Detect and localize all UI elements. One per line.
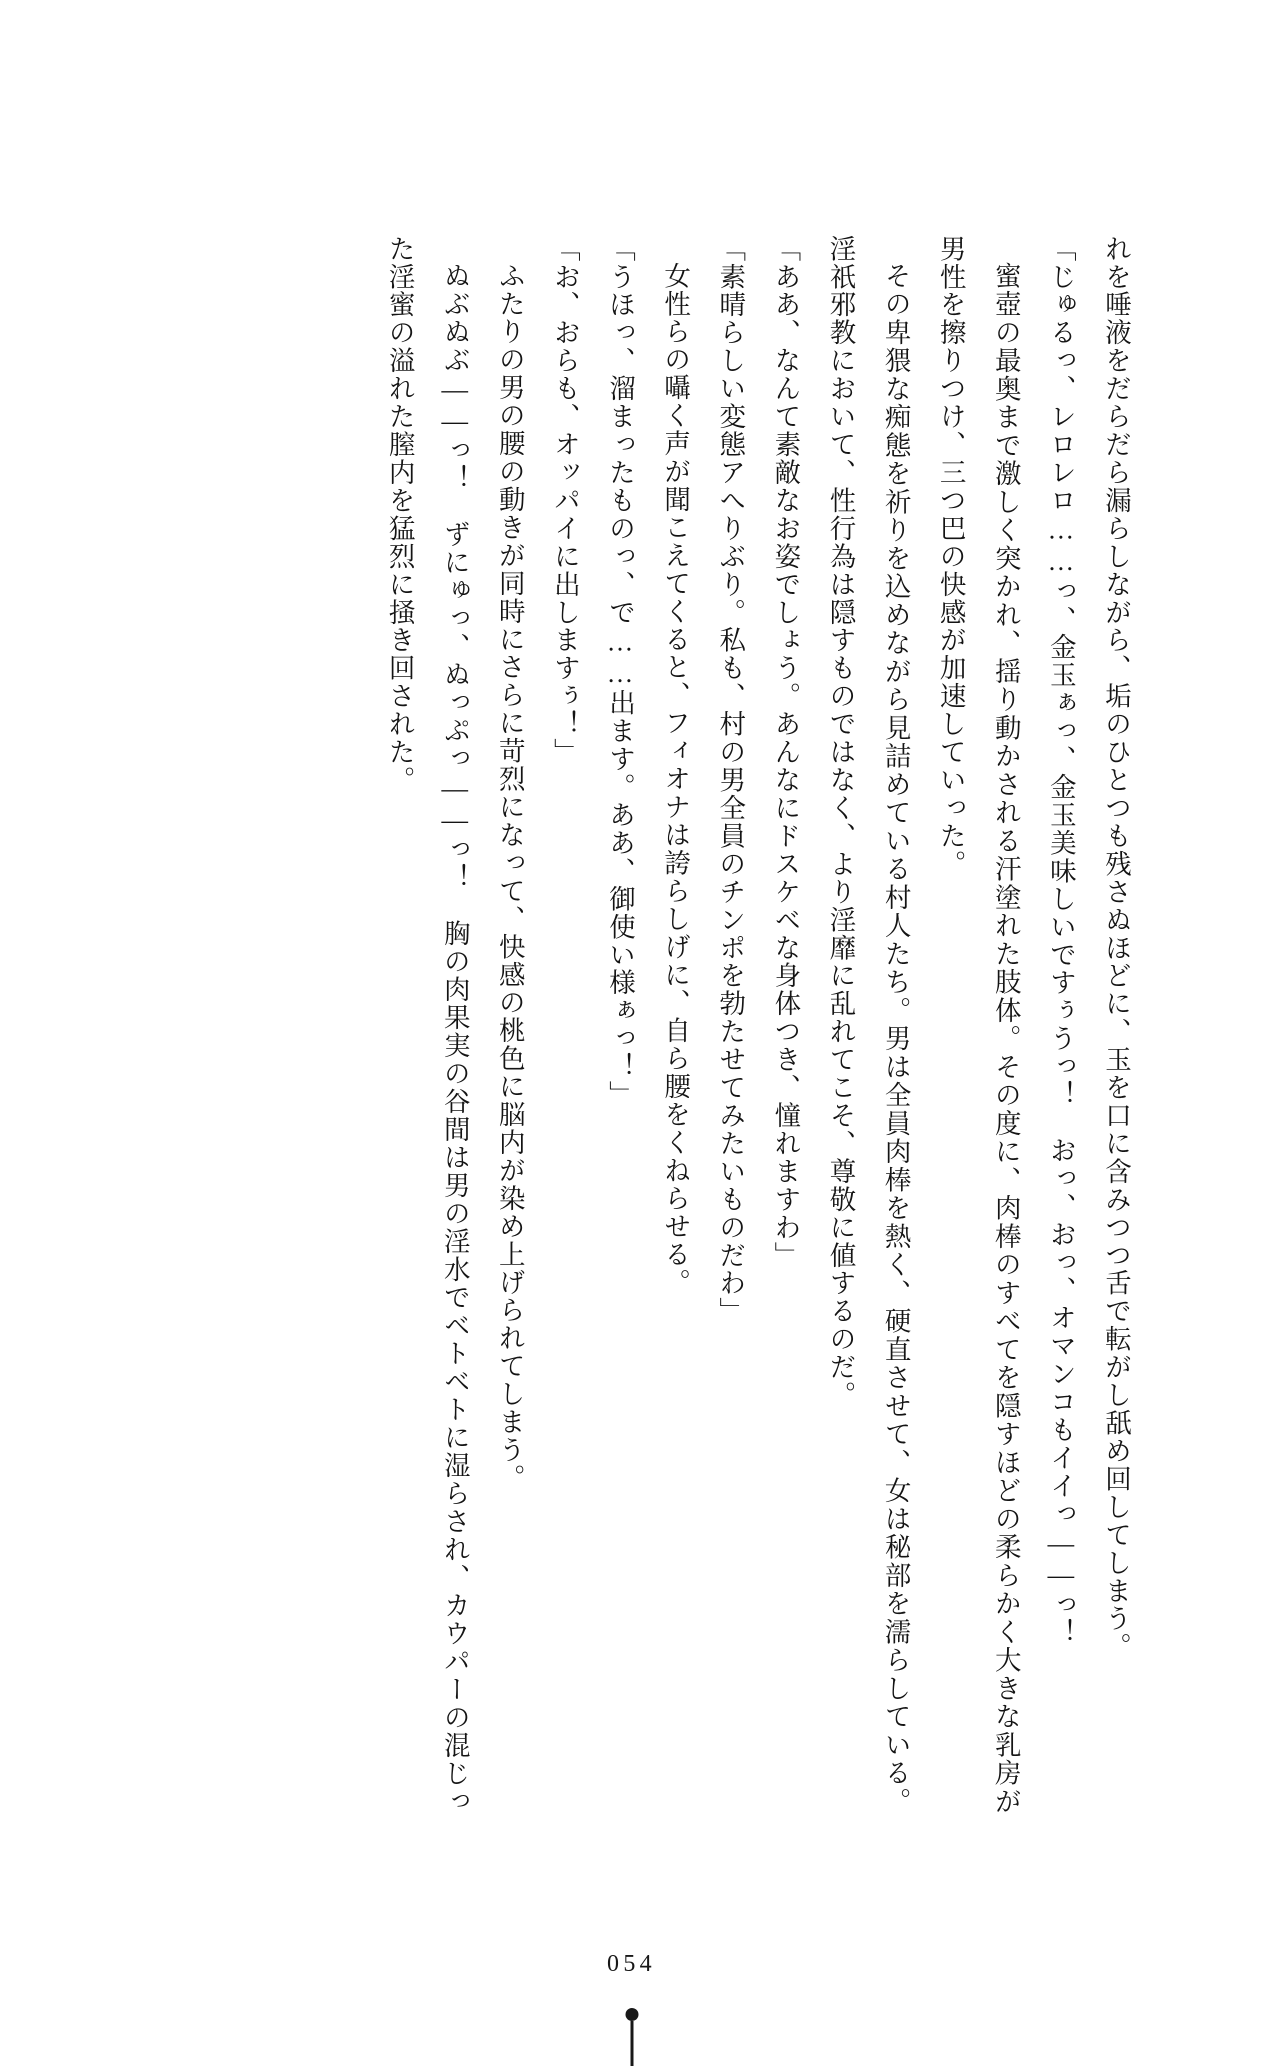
vertical-text-body bbox=[123, 235, 1143, 1815]
paragraph: れを唾液をだらだら漏らしながら、垢のひとつも残さぬほどに、玉を口に含みつつ舌で転がし舐め回してしまう。 bbox=[1101, 235, 1131, 1661]
paragraph: 蜜壺の最奥まで激しく突かれ、揺り動かされる汗塗れた肢体。その度に、肉棒のすべてを隠すほどの柔らかく大きな乳房が男性を擦りつけ、三つ巴の快感が加速していった。 bbox=[935, 235, 1021, 1815]
footer-stem-icon bbox=[630, 2021, 633, 2066]
paragraph: 「うほっ、溜まったものっ、で……出ます。ああ、御使い様ぁっ！」 bbox=[605, 235, 636, 1109]
paragraph: ふたりの男の腰の動きが同時にさらに苛烈になって、快感の桃色に脳内が染め上げられてしまう。 bbox=[494, 261, 525, 1492]
paragraph: 「ああ、なんて素敵なお姿でしょう。あんなにドスケベな身体つき、憧れますわ」 bbox=[770, 235, 801, 1270]
footer-ornament-icon bbox=[627, 2008, 637, 2066]
paragraph: 「じゅるっ、レロレロ……っ、金玉ぁっ、金玉美味しいですぅうっ！ おっ、おっ、オマンコもイイっ――っ！ bbox=[1045, 235, 1076, 1647]
paragraph: 「素晴らしい変態アへりぶり。私も、村の男全員のチンポを勃たせてみたいものだわ」 bbox=[715, 235, 746, 1326]
footer-dot-icon bbox=[625, 2008, 638, 2021]
paragraph: 女性らの囁く声が聞こえてくると、フィオナは誇らしげに、自ら腰をくねらせる。 bbox=[660, 261, 691, 1296]
paragraph: その卑猥な痴態を祈りを込めながら見詰めている村人たち。男は全員肉棒を熱く、硬直させて、女は秘部を濡らしている。淫祇邪教において、性行為は隠すものではなく、より淫靡に乱れてこそ、尊敬に値するのだ。 bbox=[825, 235, 911, 1815]
paragraph: ぬぶぬぶ――っ！ ずにゅっ、ぬっぷっ――っ！ 胸の肉果実の谷間は男の淫水でベトベトに湿らされ、カウパーの混じった淫蜜の溢れた膣内を猛烈に掻き回された。 bbox=[384, 235, 470, 1815]
page-number: 054 bbox=[607, 1951, 656, 1977]
paragraph: 「お、おらも、オッパイに出しますぅ！」 bbox=[549, 235, 580, 767]
